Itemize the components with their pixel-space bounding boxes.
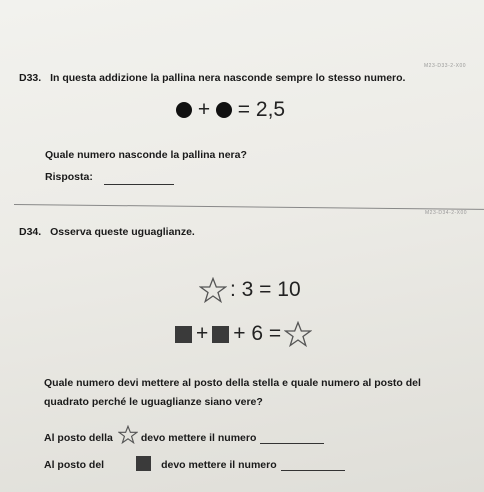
separator-line (14, 204, 484, 210)
star-answer-suffix: devo mettere il numero (140, 432, 257, 444)
gray-square-icon (212, 326, 229, 343)
star-answer-row (44, 425, 324, 444)
gray-square-icon (136, 456, 151, 471)
plus-sign: + (196, 322, 209, 345)
star-answer-blank[interactable] (260, 431, 324, 444)
item-code-d34: M23-D34-2-X00 (425, 210, 468, 216)
question-d34 (19, 226, 195, 238)
plus-sign: + (197, 98, 211, 121)
square-answer-blank[interactable] (281, 458, 345, 471)
gray-square-icon (175, 326, 192, 343)
equation-result: = 2,5 (237, 98, 286, 121)
equation-d34-1 (199, 277, 301, 303)
question-d33 (19, 72, 405, 84)
star-icon (118, 425, 138, 444)
black-ball-icon (216, 102, 232, 118)
star-icon (284, 321, 312, 347)
question-number: D33. (19, 72, 42, 84)
question-text: In questa addizione la pallina nera nasconde sempre lo stesso numero. (50, 72, 406, 84)
square-answer-prefix: Al posto del (44, 459, 105, 471)
equation-d34-2 (175, 321, 312, 347)
prompt-d33: Quale numero nasconde la pallina nera? (45, 149, 247, 161)
question-line-2: quadrato perché le uguaglianze siano vere? (44, 396, 263, 408)
black-ball-icon (176, 102, 192, 118)
question-text: Osserva queste uguaglianze. (50, 226, 195, 238)
question-line-1: Quale numero devi mettere al posto della stella e quale numero al posto del (44, 377, 421, 389)
answer-label: Risposta: (45, 171, 93, 183)
square-answer-row (44, 456, 345, 471)
answer-blank-d33[interactable] (104, 170, 174, 185)
item-code-d33: M23-D33-2-X00 (424, 63, 467, 69)
square-answer-suffix: devo mettere il numero (161, 459, 277, 471)
star-answer-prefix: Al posto della (44, 432, 113, 444)
plus-six-equals: + 6 = (233, 322, 282, 345)
star-icon (199, 277, 227, 303)
equation-d33 (176, 98, 285, 122)
question-number: D34. (19, 226, 42, 238)
equation-rest: : 3 = 10 (230, 278, 301, 301)
